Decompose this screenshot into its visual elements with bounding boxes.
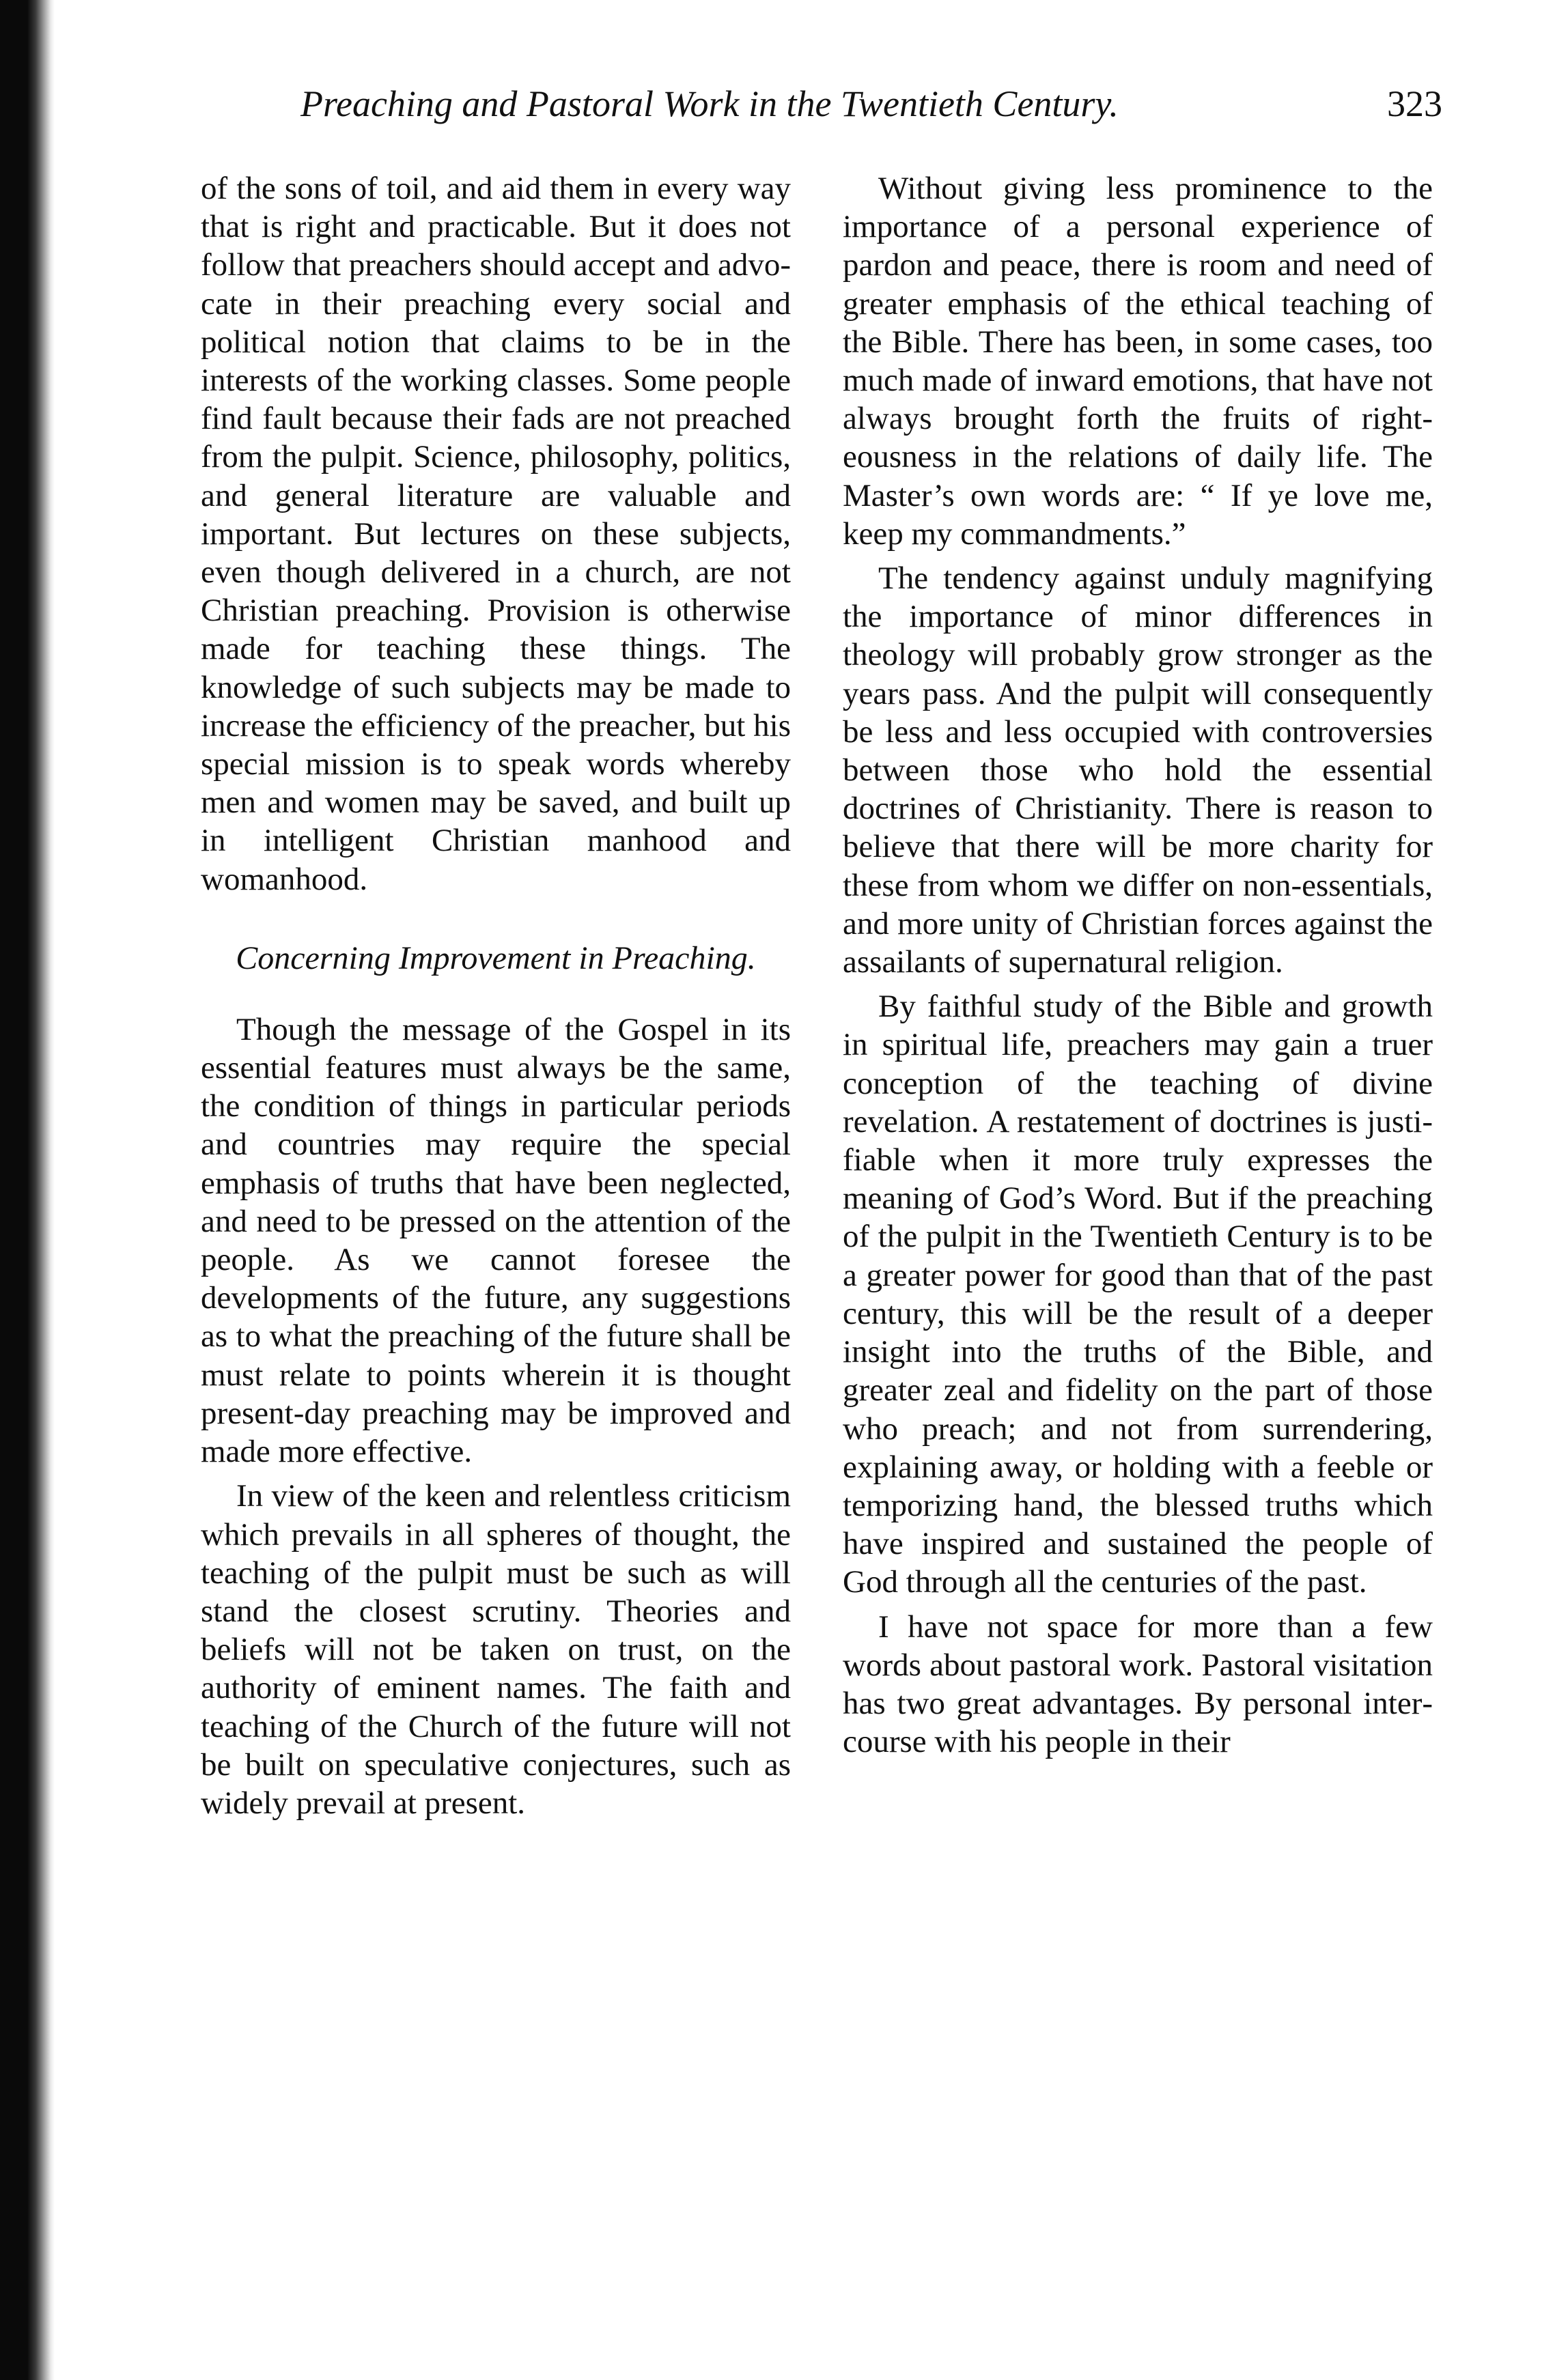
paragraph: I have not space for more than a few words about pastoral work. Pastoral visitation has two great advantages. By personal intercourse with his people in their xyxy=(843,1609,1433,1760)
section-heading: Concerning Improvement in Preaching. xyxy=(236,939,756,976)
paragraph: of the sons of toil, and aid them in every way that is right and practicable. But it does not follow that preachers should accept and advocate in their preaching every social and political notion that claims to be in the interests of the working classes. Some people find fault because their fads are not preached from the pulpit. Science, philosophy, politics, and general literature are valuable and important. But lectures on these subjects, even though delivered in a church, are not Christian preaching. Provision is otherwise made for teaching these things. The knowledge of such subjects may be made to increase the efficiency of the preacher, but his special mission is to speak words whereby men and women may be saved, and built up in intelligent Christian manhood and womanhood. xyxy=(201,171,791,897)
paragraph: Though the message of the Gospel in its essential features must always be the same, the condition of things in particular periods and countries may require the special emphasis of truths that have been neglected, and need to be pressed on the attention of the people. As we cannot foresee the developments of the future, any suggestions as to what the preaching of the future shall be must relate to points wherein it is thought present-day preaching may be improved and made more effective. xyxy=(201,1011,791,1470)
page-binding-edge xyxy=(0,0,55,2380)
paragraph: Without giving less prominence to the importance of a personal experience of pardon and peace, there is room and need of greater emphasis of the ethical teaching of the Bible. There has been, in some cases, too much made of inward emotions, that have not always brought forth the fruits of righteousness in the relations of daily life. The Master’s own words are: “ If ye love me, keep my commandments.” xyxy=(843,171,1433,552)
running-header xyxy=(300,76,1442,131)
paragraph: By faithful study of the Bible and growth in spiritual life, preachers may gain a truer conception of the teaching of divine revelation. A restatement of doctrines is justifiable when it more truly expresses the meaning of God’s Word. But if the preaching of the pulpit in the Twentieth Century is to be a greater power for good than that of the past century, this will be the result of a deeper insight into the truths of the Bible, and greater zeal and fidelity on the part of those who preach; and not from surrendering, explaining away, or holding with a feeble or temporizing hand, the blessed truths which have inspired and sustained the people of God through all the centuries of the past. xyxy=(843,989,1433,1600)
page-number: 323 xyxy=(1387,83,1442,124)
left-column xyxy=(201,169,791,1822)
right-column xyxy=(843,169,1433,1761)
paragraph: The tendency against unduly magnifying the importance of minor differences in theology will probably grow stronger as the years pass. And the pulpit will consequently be less and less occupied with controversies between those who hold the essential doctrines of Christianity. There is reason to believe that there will be more charity for these from whom we differ on non-essentials, and more unity of Christian forces against the assailants of supernatural religion. xyxy=(843,561,1433,980)
paragraph: In view of the keen and relentless criticism which prevails in all spheres of thought, the teaching of the pulpit must be such as will stand the closest scrutiny. Theories and beliefs will not be taken on trust, on the authority of eminent names. The faith and teaching of the Church of the future will not be built on speculative conjectures, such as widely prevail at present. xyxy=(201,1478,791,1821)
running-title: Preaching and Pastoral Work in the Twentieth Century. xyxy=(300,83,1119,124)
